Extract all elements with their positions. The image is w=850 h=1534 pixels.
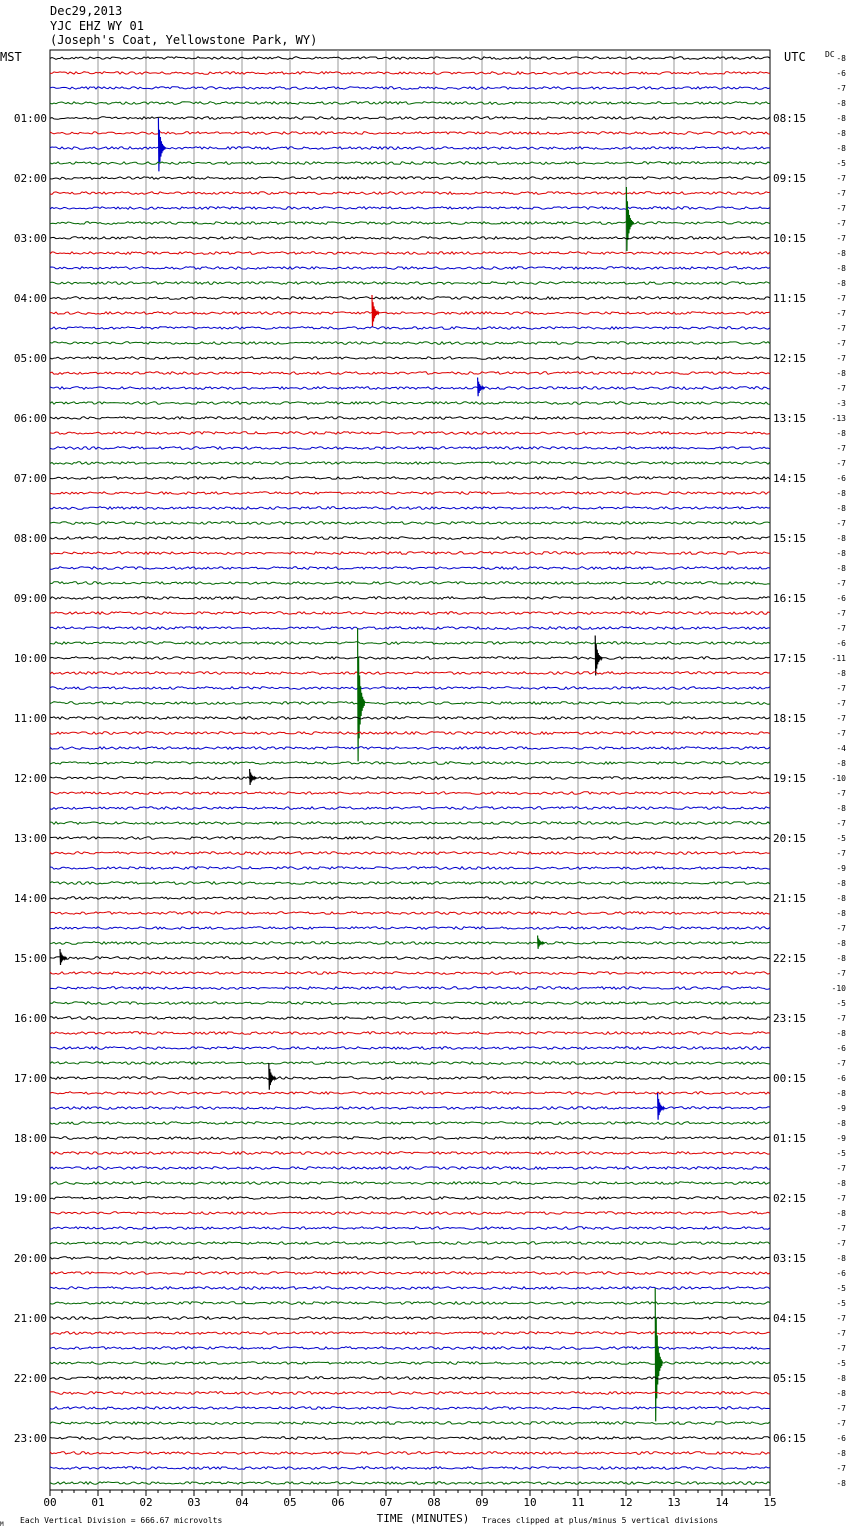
seismic-event [658, 1093, 665, 1120]
trace-line [50, 1467, 770, 1470]
dc-offset-label: -8 [836, 1449, 846, 1458]
mst-hour-label: 11:00 [13, 712, 47, 725]
trace-line [50, 1137, 770, 1140]
x-tick-label: 07 [379, 1496, 393, 1509]
trace-line [50, 747, 770, 750]
dc-offset-label: -8 [836, 954, 846, 963]
trace-line [50, 1227, 770, 1230]
dc-offset-label: -8 [836, 1254, 846, 1263]
utc-hour-label: 11:15 [773, 292, 807, 305]
dc-offset-label: -7 [836, 1404, 846, 1413]
trace-line [50, 897, 770, 900]
dc-offset-label: -7 [836, 84, 846, 93]
utc-hour-label: 04:15 [773, 1312, 807, 1325]
x-axis-title: TIME (MINUTES) [376, 1512, 470, 1525]
utc-hour-label: 14:15 [773, 472, 807, 485]
trace-line [50, 417, 770, 420]
trace-line [50, 1062, 770, 1065]
dc-label: DC [825, 50, 835, 59]
x-tick-label: 02 [139, 1496, 153, 1509]
dc-offset-label: -7 [836, 174, 846, 183]
clipping-note: Traces clipped at plus/minus 5 vertical divisions [482, 1516, 719, 1525]
utc-hour-label: 00:15 [773, 1072, 807, 1085]
trace-line [50, 1077, 770, 1080]
trace-line [50, 1272, 770, 1275]
dc-offset-label: -7 [836, 849, 846, 858]
dc-offset-label: -10 [831, 774, 846, 783]
axis-labels [0, 50, 846, 1528]
mst-hour-label: 10:00 [13, 652, 47, 665]
trace-line [50, 987, 770, 990]
trace-line [50, 597, 770, 600]
dc-offset-label: -7 [836, 1224, 846, 1233]
dc-offset-label: -7 [836, 1344, 846, 1353]
dc-offset-label: -7 [836, 444, 846, 453]
x-tick-label: 14 [715, 1496, 729, 1509]
trace-line [50, 267, 770, 270]
trace-line [50, 162, 770, 165]
trace-line [50, 807, 770, 810]
dc-offset-label: -11 [831, 654, 846, 663]
trace-line [50, 1257, 770, 1260]
dc-offset-label: -8 [836, 1119, 846, 1128]
dc-offset-label: -6 [836, 1434, 846, 1443]
dc-offset-label: -8 [836, 264, 846, 273]
dc-offset-label: -8 [836, 939, 846, 948]
trace-line [50, 672, 770, 675]
dc-offset-label: -7 [836, 1314, 846, 1323]
dc-offset-label: -8 [836, 759, 846, 768]
dc-offset-label: -5 [836, 159, 846, 168]
trace-line [50, 552, 770, 555]
trace-line [50, 612, 770, 615]
dc-offset-label: -5 [836, 999, 846, 1008]
x-tick-label: 05 [283, 1496, 297, 1509]
dc-offset-label: -8 [836, 1209, 846, 1218]
trace-line [50, 57, 770, 60]
trace-line [50, 867, 770, 870]
utc-hour-label: 03:15 [773, 1252, 807, 1265]
dc-offset-label: -8 [836, 909, 846, 918]
dc-offset-label: -7 [836, 579, 846, 588]
dc-offset-label: -8 [836, 249, 846, 258]
mst-hour-label: 09:00 [13, 592, 47, 605]
dc-offset-label: -7 [836, 1014, 846, 1023]
trace-line [50, 687, 770, 690]
trace-line [50, 1152, 770, 1155]
x-tick-label: 12 [619, 1496, 633, 1509]
trace-line [50, 477, 770, 480]
utc-hour-label: 15:15 [773, 532, 807, 545]
utc-hour-label: 18:15 [773, 712, 807, 725]
dc-offset-label: -7 [836, 459, 846, 468]
mst-hour-label: 18:00 [13, 1132, 47, 1145]
dc-offset-label: -13 [831, 414, 846, 423]
dc-offset-label: -6 [836, 594, 846, 603]
vertical-division-note: Each Vertical Division = 666.67 microvolts [20, 1516, 223, 1525]
dc-offset-label: -7 [836, 1059, 846, 1068]
seismic-event [655, 1288, 662, 1421]
dc-offset-label: -6 [836, 474, 846, 483]
mst-hour-label: 08:00 [13, 532, 47, 545]
trace-line [50, 1122, 770, 1125]
x-tick-label: 00 [43, 1496, 57, 1509]
dc-offset-label: -8 [836, 894, 846, 903]
mst-hour-label: 17:00 [13, 1072, 47, 1085]
dc-offset-label: -8 [836, 144, 846, 153]
dc-offset-label: -8 [836, 1479, 846, 1488]
trace-line [50, 72, 770, 75]
right-axis-label: UTC [784, 50, 806, 64]
dc-offset-label: -7 [836, 729, 846, 738]
dc-offset-label: -9 [836, 1104, 846, 1113]
dc-offset-label: -8 [836, 114, 846, 123]
trace-line [50, 312, 770, 315]
mst-hour-label: 12:00 [13, 772, 47, 785]
seismic-event [269, 1063, 276, 1090]
trace-line [50, 282, 770, 285]
dc-offset-label: -8 [836, 1389, 846, 1398]
x-tick-label: 01 [91, 1496, 105, 1509]
dc-offset-label: -6 [836, 639, 846, 648]
trace-line [50, 1047, 770, 1050]
utc-hour-label: 12:15 [773, 352, 807, 365]
utc-hour-label: 22:15 [773, 952, 807, 965]
trace-line [50, 852, 770, 855]
dc-offset-label: -8 [836, 129, 846, 138]
dc-offset-label: -7 [836, 384, 846, 393]
x-tick-label: 08 [427, 1496, 441, 1509]
trace-line [50, 702, 770, 705]
dc-offset-label: -7 [836, 1464, 846, 1473]
dc-offset-label: -8 [836, 1089, 846, 1098]
trace-line [50, 1212, 770, 1215]
utc-hour-label: 13:15 [773, 412, 807, 425]
seismic-event [478, 378, 485, 397]
dc-offset-label: -8 [836, 564, 846, 573]
x-tick-label: 11 [571, 1496, 585, 1509]
x-tick-label: 13 [667, 1496, 681, 1509]
trace-line [50, 642, 770, 645]
dc-offset-label: -10 [831, 984, 846, 993]
dc-offset-label: -9 [836, 864, 846, 873]
trace-line [50, 1197, 770, 1200]
dc-offset-label: -8 [836, 1029, 846, 1038]
utc-hour-label: 08:15 [773, 112, 807, 125]
trace-line [50, 372, 770, 375]
trace-line [50, 912, 770, 915]
x-tick-label: 03 [187, 1496, 201, 1509]
left-axis-label: MST [0, 50, 22, 64]
x-tick-label: 04 [235, 1496, 249, 1509]
trace-line [50, 537, 770, 540]
mst-hour-label: 20:00 [13, 1252, 47, 1265]
dc-offset-label: -6 [836, 1044, 846, 1053]
dc-offset-label: -7 [836, 219, 846, 228]
dc-offset-label: -7 [836, 1419, 846, 1428]
trace-line [50, 882, 770, 885]
mst-hour-label: 22:00 [13, 1372, 47, 1385]
trace-line [50, 402, 770, 405]
corner-mark: M [0, 1521, 4, 1528]
utc-hour-label: 10:15 [773, 232, 807, 245]
dc-offset-label: -7 [836, 204, 846, 213]
trace-line [50, 297, 770, 300]
dc-offset-label: -5 [836, 1284, 846, 1293]
trace-line [50, 462, 770, 465]
dc-offset-label: -7 [836, 234, 846, 243]
dc-offset-label: -7 [836, 1329, 846, 1338]
mst-hour-label: 02:00 [13, 172, 47, 185]
dc-offset-label: -5 [836, 1149, 846, 1158]
trace-line [50, 567, 770, 570]
seismic-event [538, 936, 545, 949]
x-tick-label: 15 [763, 1496, 777, 1509]
dc-offset-label: -8 [836, 1374, 846, 1383]
trace-line [50, 732, 770, 735]
utc-hour-label: 02:15 [773, 1192, 807, 1205]
mst-hour-label: 13:00 [13, 832, 47, 845]
trace-line [50, 1287, 770, 1290]
trace-line [50, 777, 770, 780]
trace-line [50, 1242, 770, 1245]
dc-offset-label: -4 [836, 744, 846, 753]
mst-hour-label: 15:00 [13, 952, 47, 965]
mst-hour-label: 04:00 [13, 292, 47, 305]
station-location: (Joseph's Coat, Yellowstone Park, WY) [50, 33, 318, 47]
utc-hour-label: 01:15 [773, 1132, 807, 1145]
dc-offset-label: -7 [836, 714, 846, 723]
dc-offset-label: -7 [836, 699, 846, 708]
dc-offset-label: -8 [836, 669, 846, 678]
dc-offset-label: -7 [836, 1194, 846, 1203]
utc-hour-label: 09:15 [773, 172, 807, 185]
trace-line [50, 387, 770, 390]
mst-hour-label: 16:00 [13, 1012, 47, 1025]
dc-offset-label: -8 [836, 369, 846, 378]
trace-line [50, 1167, 770, 1170]
dc-offset-label: -7 [836, 1164, 846, 1173]
dc-offset-label: -7 [836, 1239, 846, 1248]
mst-hour-label: 23:00 [13, 1432, 47, 1445]
seismic-event [358, 628, 365, 761]
trace-line [50, 1452, 770, 1455]
trace-line [50, 507, 770, 510]
dc-offset-label: -3 [836, 399, 846, 408]
trace-line [50, 1377, 770, 1380]
dc-offset-label: -8 [836, 504, 846, 513]
dc-offset-label: -6 [836, 1269, 846, 1278]
dc-offset-label: -7 [836, 969, 846, 978]
dc-offset-label: -7 [836, 624, 846, 633]
dc-offset-label: -8 [836, 1179, 846, 1188]
trace-line [50, 87, 770, 90]
mst-hour-label: 21:00 [13, 1312, 47, 1325]
x-tick-label: 09 [475, 1496, 489, 1509]
trace-line [50, 1422, 770, 1425]
dc-offset-label: -7 [836, 819, 846, 828]
trace-line [50, 837, 770, 840]
dc-offset-label: -7 [836, 519, 846, 528]
trace-line [50, 942, 770, 945]
dc-offset-label: -7 [836, 789, 846, 798]
dc-offset-label: -8 [836, 54, 846, 63]
dc-offset-label: -8 [836, 489, 846, 498]
dc-offset-label: -7 [836, 609, 846, 618]
seismic-event [626, 187, 633, 251]
chart-date: Dec29,2013 [50, 4, 123, 18]
dc-offset-label: -8 [836, 879, 846, 888]
trace-line [50, 522, 770, 525]
trace-line [50, 822, 770, 825]
utc-hour-label: 20:15 [773, 832, 807, 845]
trace-line [50, 147, 770, 150]
dc-offset-label: -5 [836, 1359, 846, 1368]
trace-line [50, 657, 770, 660]
mst-hour-label: 14:00 [13, 892, 47, 905]
utc-hour-label: 16:15 [773, 592, 807, 605]
mst-hour-label: 05:00 [13, 352, 47, 365]
seismic-event [595, 636, 602, 676]
trace-line [50, 1317, 770, 1320]
mst-hour-label: 06:00 [13, 412, 47, 425]
dc-offset-label: -7 [836, 294, 846, 303]
trace-line [50, 1017, 770, 1020]
trace-line [50, 717, 770, 720]
x-tick-label: 10 [523, 1496, 537, 1509]
trace-line [50, 192, 770, 195]
dc-offset-label: -7 [836, 339, 846, 348]
utc-hour-label: 19:15 [773, 772, 807, 785]
dc-offset-label: -8 [836, 279, 846, 288]
seismic-event [372, 295, 379, 327]
trace-line [50, 1392, 770, 1395]
mst-hour-label: 07:00 [13, 472, 47, 485]
trace-line [50, 1347, 770, 1350]
trace-line [50, 1032, 770, 1035]
dc-offset-label: -7 [836, 924, 846, 933]
trace-line [50, 357, 770, 360]
dc-offset-label: -8 [836, 99, 846, 108]
mst-hour-label: 01:00 [13, 112, 47, 125]
trace-line [50, 1182, 770, 1185]
trace-line [50, 762, 770, 765]
dc-offset-label: -7 [836, 684, 846, 693]
trace-line [50, 102, 770, 105]
trace-line [50, 1092, 770, 1095]
seismic-event [250, 769, 257, 785]
trace-line [50, 1437, 770, 1440]
trace-line [50, 492, 770, 495]
utc-hour-label: 06:15 [773, 1432, 807, 1445]
utc-hour-label: 23:15 [773, 1012, 807, 1025]
trace-line [50, 1482, 770, 1485]
seismic-traces [50, 57, 770, 1485]
trace-line [50, 222, 770, 225]
trace-line [50, 927, 770, 930]
utc-hour-label: 21:15 [773, 892, 807, 905]
trace-line [50, 252, 770, 255]
trace-line [50, 342, 770, 345]
trace-line [50, 792, 770, 795]
trace-line [50, 627, 770, 630]
seismic-event [60, 949, 67, 965]
dc-offset-label: -8 [836, 534, 846, 543]
dc-offset-label: -7 [836, 189, 846, 198]
trace-line [50, 447, 770, 450]
dc-offset-label: -7 [836, 354, 846, 363]
trace-line [50, 177, 770, 180]
dc-offset-label: -6 [836, 1074, 846, 1083]
trace-line [50, 432, 770, 435]
dc-offset-label: -9 [836, 1134, 846, 1143]
trace-line [50, 327, 770, 330]
trace-line [50, 1332, 770, 1335]
dc-offset-label: -6 [836, 69, 846, 78]
dc-offset-label: -5 [836, 1299, 846, 1308]
trace-line [50, 957, 770, 960]
mst-hour-label: 03:00 [13, 232, 47, 245]
trace-line [50, 237, 770, 240]
x-tick-label: 06 [331, 1496, 345, 1509]
dc-offset-label: -8 [836, 429, 846, 438]
utc-hour-label: 05:15 [773, 1372, 807, 1385]
dc-offset-label: -8 [836, 804, 846, 813]
trace-line [50, 972, 770, 975]
trace-line [50, 582, 770, 585]
trace-line [50, 1302, 770, 1305]
trace-line [50, 1407, 770, 1410]
trace-line [50, 1002, 770, 1005]
mst-hour-label: 19:00 [13, 1192, 47, 1205]
dc-offset-label: -7 [836, 309, 846, 318]
dc-offset-label: -8 [836, 549, 846, 558]
station-code: YJC EHZ WY 01 [50, 18, 144, 33]
dc-offset-label: -7 [836, 324, 846, 333]
utc-hour-label: 17:15 [773, 652, 807, 665]
dc-offset-label: -5 [836, 834, 846, 843]
trace-line [50, 207, 770, 210]
